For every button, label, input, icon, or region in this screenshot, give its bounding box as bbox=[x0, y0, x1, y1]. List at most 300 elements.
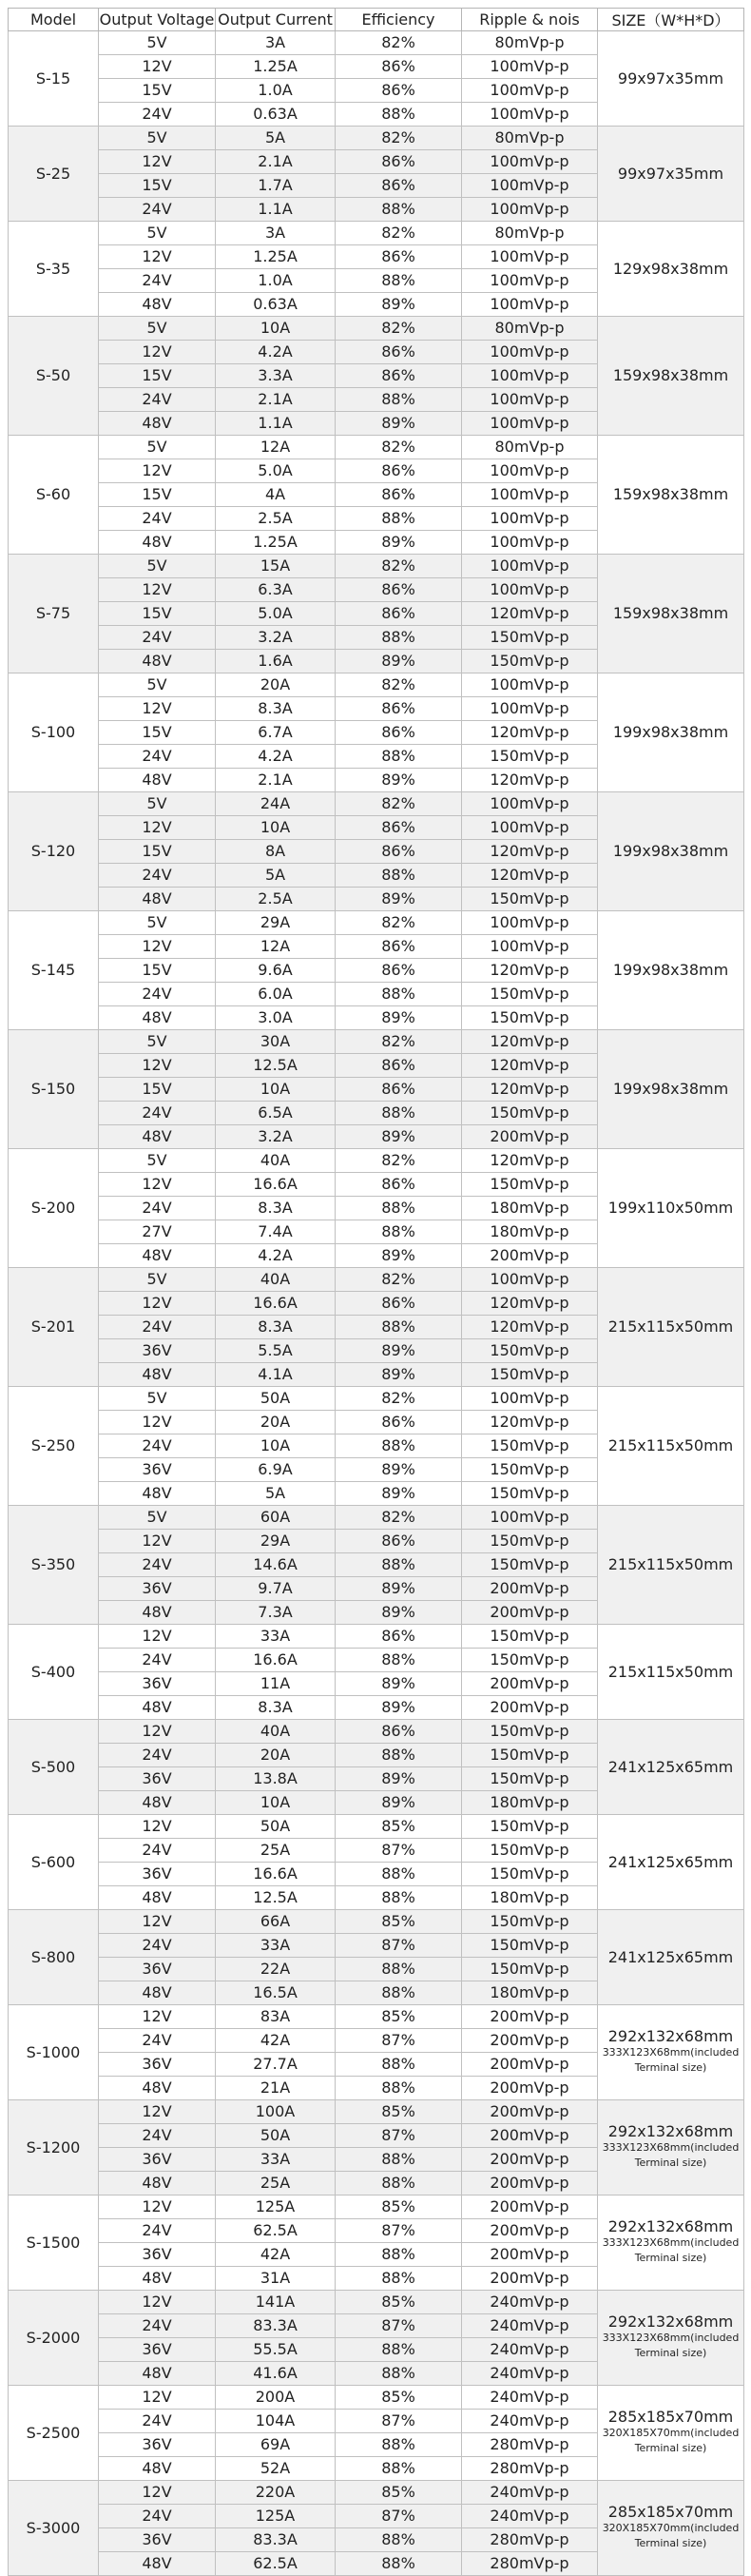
table-row bbox=[9, 2291, 744, 2314]
output-voltage-cell: 15V bbox=[99, 174, 216, 198]
efficiency-cell: 88% bbox=[336, 2148, 462, 2172]
size-dimensions: 292x132x68mm bbox=[607, 2313, 734, 2332]
output-current-cell: 29A bbox=[216, 911, 336, 935]
ripple-noise-cell: 240mVp-p bbox=[462, 2410, 598, 2433]
ripple-noise-cell: 100mVp-p bbox=[462, 911, 598, 935]
output-voltage-cell: 12V bbox=[99, 1910, 216, 1934]
output-voltage-cell: 48V bbox=[99, 1125, 216, 1149]
output-voltage-cell: 24V bbox=[99, 1434, 216, 1458]
efficiency-cell: 89% bbox=[336, 1339, 462, 1363]
table-row bbox=[9, 1720, 744, 1744]
output-current-cell: 9.6A bbox=[216, 959, 336, 983]
output-voltage-cell: 12V bbox=[99, 2386, 216, 2410]
output-voltage-cell: 12V bbox=[99, 935, 216, 959]
output-voltage-cell: 24V bbox=[99, 864, 216, 888]
size-cell bbox=[598, 1506, 744, 1625]
efficiency-cell: 87% bbox=[336, 2219, 462, 2243]
table-row bbox=[9, 2195, 744, 2219]
efficiency-cell: 82% bbox=[336, 673, 462, 697]
output-current-cell: 100A bbox=[216, 2100, 336, 2124]
output-voltage-cell: 24V bbox=[99, 1649, 216, 1672]
output-current-cell: 1.0A bbox=[216, 269, 336, 293]
ripple-noise-cell: 200mVp-p bbox=[462, 2053, 598, 2077]
size-cell bbox=[598, 1625, 744, 1720]
efficiency-cell: 86% bbox=[336, 55, 462, 79]
output-voltage-cell: 12V bbox=[99, 1054, 216, 1078]
size-cell bbox=[598, 792, 744, 911]
model-cell: S-35 bbox=[9, 222, 99, 317]
output-current-cell: 10A bbox=[216, 1078, 336, 1102]
ripple-noise-cell: 150mVp-p bbox=[462, 1863, 598, 1886]
efficiency-cell: 82% bbox=[336, 555, 462, 578]
table-row bbox=[9, 436, 744, 459]
output-voltage-cell: 48V bbox=[99, 1791, 216, 1815]
ripple-noise-cell: 150mVp-p bbox=[462, 1530, 598, 1553]
output-current-cell: 22A bbox=[216, 1958, 336, 1981]
efficiency-cell: 85% bbox=[336, 2100, 462, 2124]
output-voltage-cell: 48V bbox=[99, 412, 216, 436]
output-voltage-cell: 12V bbox=[99, 459, 216, 483]
ripple-noise-cell: 150mVp-p bbox=[462, 650, 598, 673]
efficiency-cell: 88% bbox=[336, 2552, 462, 2576]
output-voltage-cell: 24V bbox=[99, 2029, 216, 2053]
ripple-noise-cell: 100mVp-p bbox=[462, 103, 598, 127]
size-terminal-note: 333X123X68mm(included Terminal size) bbox=[602, 2331, 740, 2360]
ripple-noise-cell: 100mVp-p bbox=[462, 483, 598, 507]
output-voltage-cell: 12V bbox=[99, 816, 216, 840]
ripple-noise-cell: 200mVp-p bbox=[462, 2243, 598, 2267]
size-cell bbox=[598, 1387, 744, 1506]
output-current-cell: 1.1A bbox=[216, 198, 336, 222]
size-dimensions: 199x110x50mm bbox=[607, 1199, 734, 1218]
output-current-cell: 200A bbox=[216, 2386, 336, 2410]
ripple-noise-cell: 120mVp-p bbox=[462, 769, 598, 792]
efficiency-cell: 86% bbox=[336, 816, 462, 840]
output-voltage-cell: 5V bbox=[99, 436, 216, 459]
output-voltage-cell: 48V bbox=[99, 769, 216, 792]
ripple-noise-cell: 240mVp-p bbox=[462, 2291, 598, 2314]
size-dimensions: 215x115x50mm bbox=[607, 1436, 734, 1455]
ripple-noise-cell: 100mVp-p bbox=[462, 1268, 598, 1292]
ripple-noise-cell: 80mVp-p bbox=[462, 436, 598, 459]
output-voltage-cell: 15V bbox=[99, 602, 216, 626]
ripple-noise-cell: 100mVp-p bbox=[462, 578, 598, 602]
ripple-noise-cell: 100mVp-p bbox=[462, 1506, 598, 1530]
output-voltage-cell: 48V bbox=[99, 2267, 216, 2291]
ripple-noise-cell: 150mVp-p bbox=[462, 1173, 598, 1197]
output-voltage-cell: 24V bbox=[99, 388, 216, 412]
model-cell: S-2000 bbox=[9, 2291, 99, 2386]
efficiency-cell: 88% bbox=[336, 1434, 462, 1458]
output-voltage-cell: 48V bbox=[99, 1363, 216, 1387]
output-voltage-cell: 48V bbox=[99, 2457, 216, 2481]
output-voltage-cell: 36V bbox=[99, 1767, 216, 1791]
ripple-noise-cell: 200mVp-p bbox=[462, 2148, 598, 2172]
output-current-cell: 24A bbox=[216, 792, 336, 816]
output-current-cell: 50A bbox=[216, 1387, 336, 1411]
table-row bbox=[9, 2100, 744, 2124]
size-cell bbox=[598, 2100, 744, 2195]
output-voltage-cell: 48V bbox=[99, 1482, 216, 1506]
output-voltage-cell: 48V bbox=[99, 1601, 216, 1625]
efficiency-cell: 82% bbox=[336, 1030, 462, 1054]
output-current-cell: 16.6A bbox=[216, 1863, 336, 1886]
size-cell bbox=[598, 317, 744, 436]
output-current-cell: 4.2A bbox=[216, 1244, 336, 1268]
model-cell: S-500 bbox=[9, 1720, 99, 1815]
output-voltage-cell: 48V bbox=[99, 1981, 216, 2005]
output-current-cell: 3.0A bbox=[216, 1006, 336, 1030]
efficiency-cell: 87% bbox=[336, 2410, 462, 2433]
output-current-cell: 8A bbox=[216, 840, 336, 864]
size-dimensions: 159x98x38mm bbox=[612, 366, 729, 385]
efficiency-cell: 86% bbox=[336, 1078, 462, 1102]
ripple-noise-cell: 200mVp-p bbox=[462, 1244, 598, 1268]
ripple-noise-cell: 100mVp-p bbox=[462, 1387, 598, 1411]
output-current-cell: 5A bbox=[216, 127, 336, 150]
efficiency-cell: 88% bbox=[336, 2267, 462, 2291]
output-voltage-cell: 5V bbox=[99, 1149, 216, 1173]
ripple-noise-cell: 200mVp-p bbox=[462, 2195, 598, 2219]
size-dimensions: 285x185x70mm bbox=[607, 2408, 734, 2427]
size-cell bbox=[598, 1268, 744, 1387]
efficiency-cell: 86% bbox=[336, 341, 462, 364]
ripple-noise-cell: 150mVp-p bbox=[462, 1958, 598, 1981]
ripple-noise-cell: 180mVp-p bbox=[462, 1220, 598, 1244]
efficiency-cell: 86% bbox=[336, 1411, 462, 1434]
output-voltage-cell: 36V bbox=[99, 1672, 216, 1696]
size-cell bbox=[598, 1720, 744, 1815]
output-current-cell: 21A bbox=[216, 2077, 336, 2100]
output-current-cell: 1.0A bbox=[216, 79, 336, 103]
output-voltage-cell: 24V bbox=[99, 198, 216, 222]
output-current-cell: 12.5A bbox=[216, 1886, 336, 1910]
efficiency-cell: 89% bbox=[336, 1125, 462, 1149]
efficiency-cell: 88% bbox=[336, 864, 462, 888]
efficiency-cell: 85% bbox=[336, 2481, 462, 2505]
efficiency-cell: 86% bbox=[336, 935, 462, 959]
output-current-cell: 40A bbox=[216, 1720, 336, 1744]
output-current-cell: 3A bbox=[216, 222, 336, 245]
ripple-noise-cell: 150mVp-p bbox=[462, 1815, 598, 1839]
output-current-cell: 2.5A bbox=[216, 888, 336, 911]
output-current-cell: 5.5A bbox=[216, 1339, 336, 1363]
efficiency-cell: 86% bbox=[336, 1173, 462, 1197]
ripple-noise-cell: 200mVp-p bbox=[462, 1672, 598, 1696]
ripple-noise-cell: 120mVp-p bbox=[462, 1078, 598, 1102]
output-voltage-cell: 36V bbox=[99, 1458, 216, 1482]
size-dimensions: 99x97x35mm bbox=[617, 68, 724, 88]
size-cell bbox=[598, 2481, 744, 2576]
output-voltage-cell: 24V bbox=[99, 1197, 216, 1220]
header-output-current: Output Current bbox=[216, 9, 336, 31]
ripple-noise-cell: 150mVp-p bbox=[462, 888, 598, 911]
output-voltage-cell: 12V bbox=[99, 697, 216, 721]
table-row bbox=[9, 31, 744, 55]
efficiency-cell: 86% bbox=[336, 459, 462, 483]
ripple-noise-cell: 180mVp-p bbox=[462, 1791, 598, 1815]
efficiency-cell: 85% bbox=[336, 2005, 462, 2029]
output-current-cell: 33A bbox=[216, 2148, 336, 2172]
efficiency-cell: 85% bbox=[336, 2195, 462, 2219]
size-dimensions: 292x132x68mm bbox=[607, 2027, 734, 2046]
output-current-cell: 33A bbox=[216, 1934, 336, 1958]
efficiency-cell: 89% bbox=[336, 1672, 462, 1696]
output-current-cell: 66A bbox=[216, 1910, 336, 1934]
output-voltage-cell: 12V bbox=[99, 1292, 216, 1316]
efficiency-cell: 86% bbox=[336, 1720, 462, 1744]
ripple-noise-cell: 200mVp-p bbox=[462, 2005, 598, 2029]
ripple-noise-cell: 240mVp-p bbox=[462, 2314, 598, 2338]
output-voltage-cell: 48V bbox=[99, 2362, 216, 2386]
size-terminal-note: 333X123X68mm(included Terminal size) bbox=[602, 2140, 740, 2170]
ripple-noise-cell: 150mVp-p bbox=[462, 1482, 598, 1506]
output-voltage-cell: 36V bbox=[99, 2243, 216, 2267]
size-cell bbox=[598, 1815, 744, 1910]
output-current-cell: 7.3A bbox=[216, 1601, 336, 1625]
size-dimensions: 215x115x50mm bbox=[607, 1555, 734, 1574]
efficiency-cell: 88% bbox=[336, 2338, 462, 2362]
output-voltage-cell: 36V bbox=[99, 2053, 216, 2077]
model-cell: S-201 bbox=[9, 1268, 99, 1387]
output-voltage-cell: 12V bbox=[99, 1411, 216, 1434]
output-voltage-cell: 24V bbox=[99, 983, 216, 1006]
efficiency-cell: 86% bbox=[336, 364, 462, 388]
efficiency-cell: 86% bbox=[336, 150, 462, 174]
output-voltage-cell: 27V bbox=[99, 1220, 216, 1244]
ripple-noise-cell: 240mVp-p bbox=[462, 2386, 598, 2410]
ripple-noise-cell: 100mVp-p bbox=[462, 388, 598, 412]
model-cell: S-145 bbox=[9, 911, 99, 1030]
efficiency-cell: 88% bbox=[336, 103, 462, 127]
ripple-noise-cell: 150mVp-p bbox=[462, 1006, 598, 1030]
efficiency-cell: 88% bbox=[336, 1958, 462, 1981]
model-cell: S-120 bbox=[9, 792, 99, 911]
output-current-cell: 14.6A bbox=[216, 1553, 336, 1577]
size-dimensions: 285x185x70mm bbox=[607, 2503, 734, 2522]
efficiency-cell: 89% bbox=[336, 293, 462, 317]
ripple-noise-cell: 200mVp-p bbox=[462, 1601, 598, 1625]
model-cell: S-50 bbox=[9, 317, 99, 436]
ripple-noise-cell: 120mVp-p bbox=[462, 1030, 598, 1054]
efficiency-cell: 88% bbox=[336, 388, 462, 412]
efficiency-cell: 89% bbox=[336, 1006, 462, 1030]
ripple-noise-cell: 150mVp-p bbox=[462, 1839, 598, 1863]
output-current-cell: 50A bbox=[216, 2124, 336, 2148]
output-current-cell: 1.1A bbox=[216, 412, 336, 436]
output-current-cell: 62.5A bbox=[216, 2552, 336, 2576]
efficiency-cell: 88% bbox=[336, 198, 462, 222]
table-row bbox=[9, 2005, 744, 2029]
output-current-cell: 29A bbox=[216, 1530, 336, 1553]
output-current-cell: 2.1A bbox=[216, 150, 336, 174]
ripple-noise-cell: 200mVp-p bbox=[462, 2124, 598, 2148]
ripple-noise-cell: 280mVp-p bbox=[462, 2552, 598, 2576]
efficiency-cell: 82% bbox=[336, 31, 462, 55]
output-current-cell: 41.6A bbox=[216, 2362, 336, 2386]
output-current-cell: 6.9A bbox=[216, 1458, 336, 1482]
output-current-cell: 8.3A bbox=[216, 1696, 336, 1720]
size-cell bbox=[598, 1030, 744, 1149]
ripple-noise-cell: 240mVp-p bbox=[462, 2362, 598, 2386]
output-current-cell: 42A bbox=[216, 2029, 336, 2053]
ripple-noise-cell: 120mVp-p bbox=[462, 602, 598, 626]
size-cell bbox=[598, 1910, 744, 2005]
efficiency-cell: 88% bbox=[336, 626, 462, 650]
ripple-noise-cell: 280mVp-p bbox=[462, 2457, 598, 2481]
ripple-noise-cell: 240mVp-p bbox=[462, 2481, 598, 2505]
table-row bbox=[9, 673, 744, 697]
size-dimensions: 241x125x65mm bbox=[607, 1947, 734, 1966]
efficiency-cell: 88% bbox=[336, 1863, 462, 1886]
size-dimensions: 292x132x68mm bbox=[607, 2217, 734, 2236]
output-voltage-cell: 12V bbox=[99, 2481, 216, 2505]
table-row bbox=[9, 1506, 744, 1530]
output-voltage-cell: 5V bbox=[99, 1030, 216, 1054]
size-terminal-note: 333X123X68mm(included Terminal size) bbox=[602, 2045, 740, 2075]
ripple-noise-cell: 100mVp-p bbox=[462, 364, 598, 388]
ripple-noise-cell: 200mVp-p bbox=[462, 1125, 598, 1149]
ripple-noise-cell: 100mVp-p bbox=[462, 792, 598, 816]
output-current-cell: 2.5A bbox=[216, 507, 336, 531]
size-cell bbox=[598, 555, 744, 673]
ripple-noise-cell: 200mVp-p bbox=[462, 1577, 598, 1601]
output-voltage-cell: 5V bbox=[99, 555, 216, 578]
ripple-noise-cell: 150mVp-p bbox=[462, 1458, 598, 1482]
efficiency-cell: 82% bbox=[336, 792, 462, 816]
size-terminal-note: 320X185X70mm(included Terminal size) bbox=[602, 2521, 740, 2550]
output-voltage-cell: 12V bbox=[99, 2291, 216, 2314]
output-current-cell: 4.1A bbox=[216, 1363, 336, 1387]
ripple-noise-cell: 120mVp-p bbox=[462, 959, 598, 983]
output-voltage-cell: 36V bbox=[99, 1958, 216, 1981]
output-current-cell: 6.5A bbox=[216, 1102, 336, 1125]
efficiency-cell: 86% bbox=[336, 602, 462, 626]
output-voltage-cell: 24V bbox=[99, 2505, 216, 2528]
size-dimensions: 129x98x38mm bbox=[612, 259, 729, 278]
ripple-noise-cell: 150mVp-p bbox=[462, 1339, 598, 1363]
size-dimensions: 241x125x65mm bbox=[607, 1757, 734, 1776]
ripple-noise-cell: 200mVp-p bbox=[462, 2029, 598, 2053]
output-voltage-cell: 24V bbox=[99, 103, 216, 127]
ripple-noise-cell: 200mVp-p bbox=[462, 2077, 598, 2100]
output-current-cell: 6.7A bbox=[216, 721, 336, 745]
output-current-cell: 1.6A bbox=[216, 650, 336, 673]
ripple-noise-cell: 150mVp-p bbox=[462, 1553, 598, 1577]
size-cell bbox=[598, 911, 744, 1030]
efficiency-cell: 82% bbox=[336, 1506, 462, 1530]
output-current-cell: 10A bbox=[216, 1791, 336, 1815]
output-current-cell: 5.0A bbox=[216, 602, 336, 626]
efficiency-cell: 86% bbox=[336, 578, 462, 602]
output-voltage-cell: 12V bbox=[99, 1530, 216, 1553]
model-cell: S-3000 bbox=[9, 2481, 99, 2576]
size-cell bbox=[598, 222, 744, 317]
model-cell: S-75 bbox=[9, 555, 99, 673]
ripple-noise-cell: 120mVp-p bbox=[462, 1411, 598, 1434]
output-voltage-cell: 15V bbox=[99, 721, 216, 745]
model-cell: S-25 bbox=[9, 127, 99, 222]
output-current-cell: 30A bbox=[216, 1030, 336, 1054]
efficiency-cell: 88% bbox=[336, 2172, 462, 2195]
model-cell: S-2500 bbox=[9, 2386, 99, 2481]
output-current-cell: 6.3A bbox=[216, 578, 336, 602]
ripple-noise-cell: 100mVp-p bbox=[462, 412, 598, 436]
output-voltage-cell: 48V bbox=[99, 293, 216, 317]
efficiency-cell: 87% bbox=[336, 1934, 462, 1958]
output-voltage-cell: 48V bbox=[99, 2552, 216, 2576]
efficiency-cell: 86% bbox=[336, 1625, 462, 1649]
efficiency-cell: 88% bbox=[336, 2077, 462, 2100]
efficiency-cell: 89% bbox=[336, 412, 462, 436]
efficiency-cell: 89% bbox=[336, 888, 462, 911]
efficiency-cell: 88% bbox=[336, 1316, 462, 1339]
table-row bbox=[9, 1387, 744, 1411]
ripple-noise-cell: 180mVp-p bbox=[462, 1981, 598, 2005]
output-current-cell: 10A bbox=[216, 317, 336, 341]
size-cell bbox=[598, 436, 744, 555]
efficiency-cell: 88% bbox=[336, 2528, 462, 2552]
ripple-noise-cell: 100mVp-p bbox=[462, 150, 598, 174]
efficiency-cell: 86% bbox=[336, 1054, 462, 1078]
ripple-noise-cell: 120mVp-p bbox=[462, 721, 598, 745]
output-current-cell: 104A bbox=[216, 2410, 336, 2433]
ripple-noise-cell: 200mVp-p bbox=[462, 2172, 598, 2195]
ripple-noise-cell: 100mVp-p bbox=[462, 507, 598, 531]
output-voltage-cell: 12V bbox=[99, 578, 216, 602]
output-current-cell: 16.6A bbox=[216, 1649, 336, 1672]
output-current-cell: 5A bbox=[216, 864, 336, 888]
efficiency-cell: 86% bbox=[336, 483, 462, 507]
output-current-cell: 25A bbox=[216, 2172, 336, 2195]
output-current-cell: 8.3A bbox=[216, 1316, 336, 1339]
efficiency-cell: 88% bbox=[336, 745, 462, 769]
efficiency-cell: 89% bbox=[336, 1363, 462, 1387]
output-current-cell: 62.5A bbox=[216, 2219, 336, 2243]
ripple-noise-cell: 80mVp-p bbox=[462, 127, 598, 150]
output-voltage-cell: 5V bbox=[99, 673, 216, 697]
table-row bbox=[9, 1030, 744, 1054]
model-cell: S-800 bbox=[9, 1910, 99, 2005]
ripple-noise-cell: 100mVp-p bbox=[462, 341, 598, 364]
ripple-noise-cell: 150mVp-p bbox=[462, 1910, 598, 1934]
efficiency-cell: 82% bbox=[336, 1268, 462, 1292]
output-voltage-cell: 48V bbox=[99, 1244, 216, 1268]
header-efficiency: Efficiency bbox=[336, 9, 462, 31]
table-row bbox=[9, 1268, 744, 1292]
ripple-noise-cell: 100mVp-p bbox=[462, 245, 598, 269]
output-current-cell: 10A bbox=[216, 816, 336, 840]
ripple-noise-cell: 240mVp-p bbox=[462, 2338, 598, 2362]
ripple-noise-cell: 280mVp-p bbox=[462, 2528, 598, 2552]
efficiency-cell: 82% bbox=[336, 1149, 462, 1173]
efficiency-cell: 87% bbox=[336, 2505, 462, 2528]
table-row bbox=[9, 127, 744, 150]
output-voltage-cell: 24V bbox=[99, 269, 216, 293]
output-voltage-cell: 48V bbox=[99, 888, 216, 911]
output-voltage-cell: 5V bbox=[99, 1268, 216, 1292]
ripple-noise-cell: 150mVp-p bbox=[462, 1102, 598, 1125]
ripple-noise-cell: 240mVp-p bbox=[462, 2505, 598, 2528]
output-voltage-cell: 15V bbox=[99, 959, 216, 983]
output-current-cell: 2.1A bbox=[216, 769, 336, 792]
efficiency-cell: 82% bbox=[336, 1387, 462, 1411]
output-current-cell: 83.3A bbox=[216, 2314, 336, 2338]
output-voltage-cell: 48V bbox=[99, 2077, 216, 2100]
efficiency-cell: 89% bbox=[336, 769, 462, 792]
header-ripple-noise: Ripple & nois bbox=[462, 9, 598, 31]
size-dimensions: 159x98x38mm bbox=[612, 604, 729, 623]
